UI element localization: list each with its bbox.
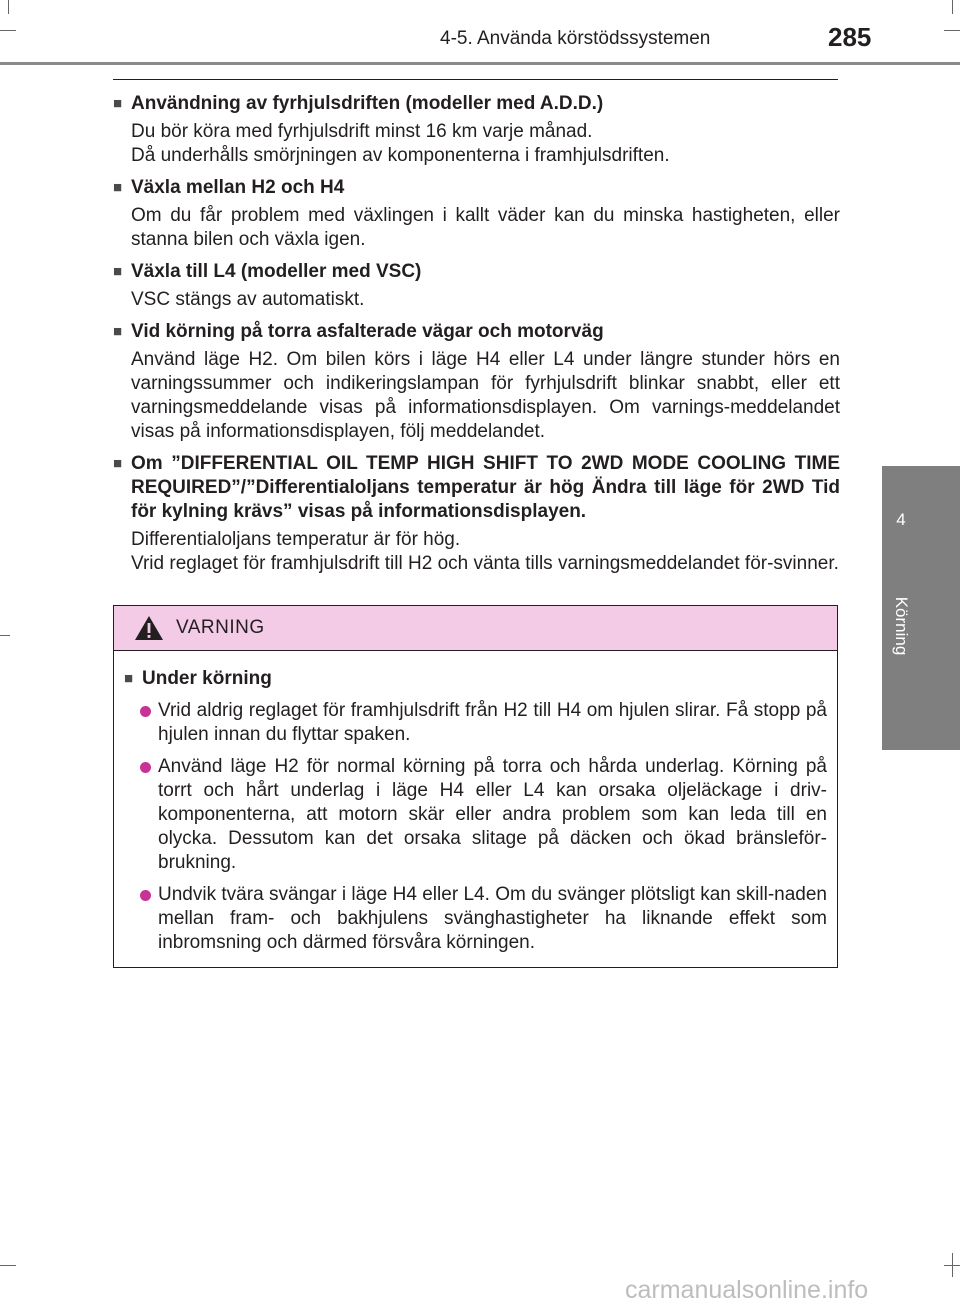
- crop-mark: [952, 1253, 953, 1277]
- crop-mark: [8, 0, 9, 14]
- square-bullet-icon: ■: [113, 455, 123, 472]
- warning-bullet: Använd läge H2 för normal körning på torra och hårda underlag. Körning på torrt och hårt underlag i läge H4 eller L4 kan orsaka oljeläckage i driv-komponenterna, att motorn skär eller andra problem som kan leda till en olycka. Dessutom kan det orsaka slitage på däcken och ökad bränsleför-brukning.: [140, 755, 827, 875]
- watermark: carmanualsonline.info: [625, 1276, 869, 1304]
- running-header-title: 4-5. Använda körstödssystemen: [440, 28, 711, 49]
- crop-mark: [0, 1265, 16, 1266]
- section-dry-asphalt: [113, 320, 840, 444]
- square-bullet-icon: ■: [113, 263, 123, 280]
- square-bullet-icon: ■: [113, 179, 123, 196]
- section-heading: ■ Växla till L4 (modeller med VSC): [113, 261, 422, 282]
- warning-triangle-icon: [134, 615, 164, 641]
- chapter-name: Körning: [892, 596, 911, 656]
- crop-mark: [0, 635, 10, 636]
- section-body: Differentialoljans temperatur är för hög. Vrid reglaget för framhjulsdrift till H2 och vänta tills varningsmeddelandet för-svinner.: [131, 529, 839, 574]
- section-awd-usage: [113, 92, 840, 168]
- square-bullet-icon: ■: [124, 670, 134, 687]
- main-content: [113, 92, 840, 584]
- section-body: VSC stängs av automatiskt.: [131, 289, 365, 310]
- section-heading: ■ Användning av fyrhjulsdriften (modeller med A.D.D.): [113, 93, 604, 114]
- warning-box: [113, 605, 838, 968]
- section-heading: ■ Växla mellan H2 och H4: [113, 177, 345, 198]
- crop-mark: [952, 0, 953, 14]
- warning-bullet: Vrid aldrig reglaget för framhjulsdrift från H2 till H4 om hjulen slirar. Få stopp på hjulen innan du flyttar spaken.: [140, 699, 827, 747]
- bullet-dot-icon: [140, 762, 151, 773]
- square-bullet-icon: ■: [113, 95, 123, 112]
- warning-heading: ■ Under körning: [124, 668, 272, 689]
- section-body: Om du får problem med växlingen i kallt väder kan du minska hastigheten, eller stanna bilen och växla igen.: [131, 205, 840, 250]
- warning-bullet: Undvik tvära svängar i läge H4 eller L4. Om du svänger plötsligt kan skill-naden mellan fram- och bakhjulens svänghastigheter ha liknande effekt som inbromsning och därmed försvåra körningen.: [140, 883, 827, 955]
- section-body: Du bör köra med fyrhjulsdrift minst 16 km varje månad. Då underhålls smörjningen av komponenterna i framhjulsdriften.: [131, 121, 670, 166]
- crop-mark: [0, 30, 16, 31]
- section-shift-l4: [113, 260, 840, 312]
- section-shift-h2-h4: [113, 176, 840, 252]
- warning-header: [114, 606, 837, 651]
- header-rule: [0, 62, 960, 65]
- section-heading: ■ Vid körning på torra asfalterade vägar och motorväg: [113, 321, 604, 342]
- section-heading: ■ Om ”DIFFERENTIAL OIL TEMP HIGH SHIFT TO 2WD MODE COOLING TIME REQUIRED”/”Differentialoljans temperatur är hög Ändra till läge för 2WD Tid för kylning krävs” visas på informationsdisplayen.: [113, 453, 840, 522]
- page-number: 285: [828, 22, 872, 52]
- crop-mark: [944, 30, 960, 31]
- content-top-rule: [113, 79, 838, 80]
- section-body: Använd läge H2. Om bilen körs i läge H4 eller L4 under längre stunder hörs en varningssummer och indikeringslampan för fyrhjulsdrift blinkar snabbt, eller ett varningsmeddelande visas på informationsdisplayen. Om varnings-meddelandet visas på informationsdisplayen, följ meddelandet.: [131, 349, 840, 442]
- warning-label: VARNING: [176, 617, 265, 638]
- square-bullet-icon: ■: [113, 323, 123, 340]
- chapter-tab[interactable]: [882, 466, 960, 750]
- bullet-dot-icon: [140, 706, 151, 717]
- section-diff-oil-temp: [113, 452, 840, 576]
- chapter-number: 4: [896, 510, 906, 529]
- warning-body: [114, 651, 837, 955]
- bullet-dot-icon: [140, 890, 151, 901]
